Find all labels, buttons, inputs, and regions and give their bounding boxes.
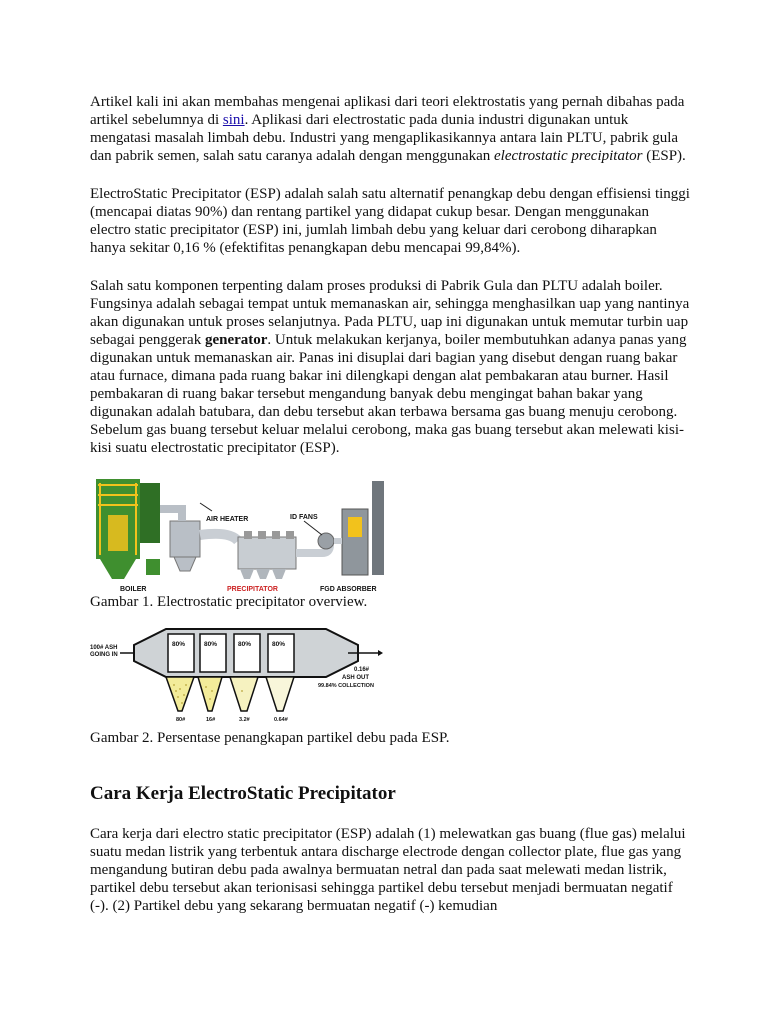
stage-3-label: 80% [238, 641, 252, 648]
air-heater-label: AIR HEATER [206, 516, 249, 523]
hopper-3-amount: 3.2# [239, 717, 250, 723]
working-principle-paragraph: Cara kerja dari electro static precipitator (ESP) adalah (1) melewatkan gas buang (flue gas) melalui suatu medan listrik yang terbentuk antara discharge electrode dengan collector plate, flue gas yang mengandung butiran debu pada awalnya bermuatan netral dan pada saat melewati medan listrik, partikel debu tersebut akan terionisasi sehingga partikel debu tersebut menjadi bermuatan negatif (-). (2) Partikel debu yang sekarang bermuatan negatif (-) kemudian [90, 826, 686, 914]
hopper-1-amount: 80# [176, 717, 186, 723]
stage-1-label: 80% [172, 641, 186, 648]
stage-2 [200, 634, 226, 672]
outlet-label: ASH OUT [342, 675, 369, 681]
section-heading: Cara Kerja ElectroStatic Precipitator [90, 783, 396, 804]
figure-1-caption: Gambar 1. Electrostatic precipitator overview. [90, 594, 368, 610]
id-fans-label: ID FANS [290, 514, 318, 521]
precipitator-shape [238, 537, 296, 569]
intro-italic: electrostatic precipitator [494, 148, 643, 164]
sini-link[interactable]: sini [222, 112, 245, 128]
outlet-amount: 0.16# [354, 667, 370, 673]
inlet-label-line-1: 100# ASH [90, 645, 118, 651]
stack-shape [372, 481, 384, 575]
stage-2-label: 80% [204, 641, 218, 648]
boiler-text-2: . Untuk melakukan kerjanya, boiler membutuhkan adanya panas yang digunakan untuk memanaskan air. Panas ini disuplai dari bagian yang disebut dengan ruang bakar atau furnace, dimana pada ruang bakar ini dilengkapi dengan alat pembakaran atau burner. Hasil pembakaran di ruang bakar tersebut mengandung banyak debu mengingat bahan bakar yang digunakan adalah batubara, dan debu tersebut akan terbawa bersama gas buang menuju cerobong. Sebelum gas buang tersebut keluar melalui cerobong, maka gas buang tersebut akan melewati kisi-kisi suatu electrostatic precipitator (ESP). [90, 332, 687, 456]
intro-paragraph [90, 93, 690, 165]
hopper-2-amount: 16# [206, 717, 216, 723]
stage-3 [234, 634, 260, 672]
article [90, 93, 690, 935]
figure-2-collection-diagram [90, 625, 396, 727]
boiler-text: Salah satu komponen terpenting dalam proses produksi di Pabrik Gula dan PLTU adalah boiler. Fungsinya adalah sebagai tempat untuk memanaskan air, sehingga menghasilkan uap yang nantinya akan digunakan untuk proses selanjutnya. Pada PLTU, uap ini digunakan untuk memutar turbin uap sebagai penggerak [90, 278, 690, 348]
esp-definition-paragraph: ElectroStatic Precipitator (ESP) adalah salah satu alternatif penangkap debu dengan effisiensi tinggi (mencapai diatas 90%) dan rentang partikel yang didapat cukup besar. Dengan menggunakan electro static precipitator (ESP) ini, jumlah limbah debu yang keluar dari cerobong diharapkan hanya sekitar 0,16 % (efektifitas penangkapan debu mencapai 99,84%). [90, 186, 690, 256]
figure-2-caption: Gambar 2. Persentase penangkapan partikel debu pada ESP. [90, 730, 450, 746]
inlet-label-line-2: GOING IN [90, 652, 118, 658]
boiler-paragraph [90, 277, 690, 457]
stage-4-label: 80% [272, 641, 286, 648]
intro-text-2: . Aplikasi dari electrostatic pada dunia industri digunakan untuk mengatasi masalah limbah debu. Industri yang mengaplikasikannya antara lain PLTU, pabrik gula dan pabrik semen, salah satu caranya adalah dengan menggunakan [90, 112, 679, 164]
intro-text: Artikel kali ini akan membahas mengenai aplikasi dari teori elektrostatis yang pernah dibahas pada artikel sebelumnya di [90, 94, 685, 128]
intro-text-3: (ESP). [642, 148, 686, 164]
precipitator-label: PRECIPITATOR [227, 586, 278, 593]
hopper-4-amount: 0.64# [274, 717, 288, 723]
figure-1-overview-diagram [90, 475, 390, 593]
generator-bold: generator [204, 332, 268, 348]
fgd-absorber-label: FGD ABSORBER [320, 586, 377, 593]
boiler-label: BOILER [120, 586, 147, 593]
stage-4 [268, 634, 294, 672]
outlet-collection-label: 99.84% COLLECTION [318, 683, 374, 689]
stage-1 [168, 634, 194, 672]
